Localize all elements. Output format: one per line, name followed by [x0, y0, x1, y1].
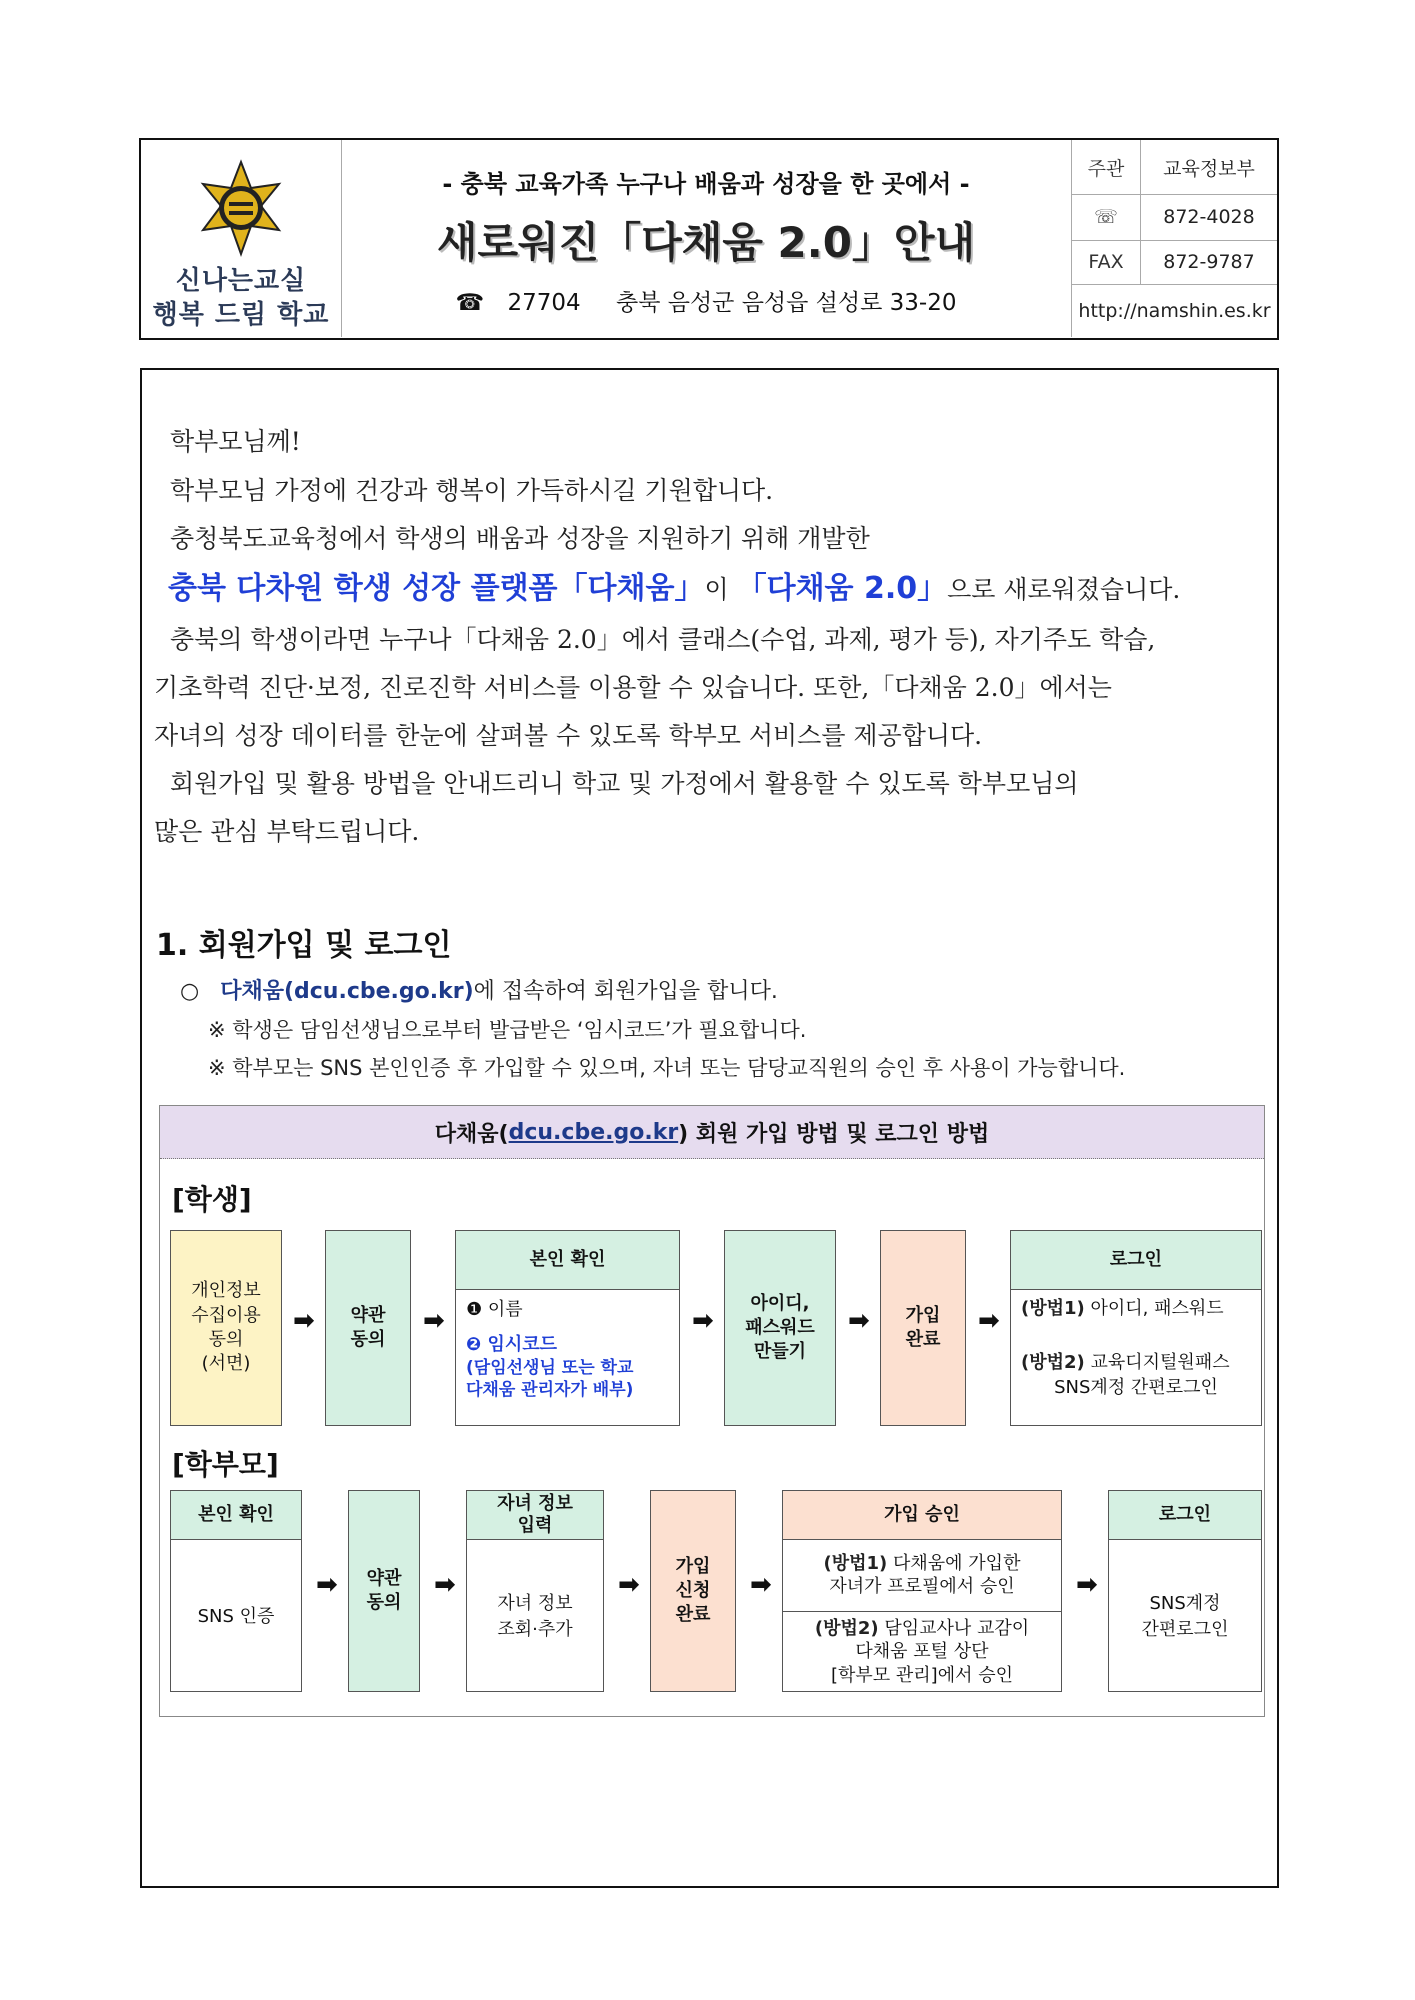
step-text: 약관: [350, 1304, 386, 1326]
letter-line: 충북의 학생이라면 누구나「다채움 2.0」에서 클래스(수업, 과제, 평가 등), 자기주도 학습,: [170, 625, 1156, 654]
student-step-login: [1010, 1230, 1262, 1426]
page-title: 새로워진「다채움 2.0」안내: [436, 218, 976, 267]
approval-method2: [783, 1612, 1061, 1692]
letter-line: 자녀의 성장 데이터를 한눈에 살펴볼 수 있도록 학부모 서비스를 제공합니다.: [154, 721, 983, 750]
identity-item-code: ❷ 임시코드: [466, 1334, 558, 1356]
step-text: 만들기: [753, 1341, 807, 1363]
logo-text-line1: 신나는교실: [175, 266, 307, 296]
parent-step-child-info: [466, 1490, 604, 1692]
bullet-item: [180, 974, 778, 1005]
head-text: 자녀 정보: [497, 1493, 573, 1515]
arrow-right-icon: ➡: [316, 1570, 338, 1600]
address-line: [341, 284, 1071, 317]
arrow-right-icon: ➡: [293, 1306, 315, 1336]
note-text: 다채움 관리자가 배부): [466, 1380, 634, 1401]
school-emblem-icon: [191, 158, 291, 258]
arrow-right-icon: ➡: [692, 1306, 714, 1336]
method-text: 다채움에 가입한: [887, 1552, 1021, 1574]
note-parent: ※ 학부모는 SNS 본인인증 후 가입할 수 있으며, 자녀 또는 담당교직원의 승인 후 사용이 가능합니다.: [208, 1056, 1126, 1080]
info-row-fax: [1072, 240, 1277, 285]
step-head: 로그인: [1109, 1491, 1261, 1540]
identity-item-name: ❶ 이름: [466, 1299, 523, 1320]
student-step-consent: [170, 1230, 282, 1426]
step-text: 약관: [366, 1567, 402, 1589]
arrow-right-icon: ➡: [978, 1306, 1000, 1336]
step-body: [456, 1297, 679, 1402]
bullet-text: 에 접속하여 회원가입을 합니다.: [473, 979, 778, 1004]
section-title: 1. 회원가입 및 로그인: [156, 928, 452, 963]
step-text: 신청: [675, 1579, 711, 1601]
letter-line: 기초학력 진단·보정, 진로진학 서비스를 이용할 수 있습니다. 또한,「다채움 2.0」에서는: [154, 673, 1112, 702]
body-text: 자녀 정보: [497, 1593, 573, 1614]
letter-line: 많은 관심 부탁드립니다.: [154, 817, 420, 846]
method-text: 교육디지털원패스: [1084, 1352, 1230, 1374]
step-text: 동의: [366, 1592, 402, 1613]
letter-line: 학부모님 가정에 건강과 행복이 가득하시길 기원합니다.: [170, 476, 774, 505]
platform-new-name: 「다채움 2.0」: [736, 571, 948, 606]
step-text: 가입: [675, 1555, 711, 1577]
step-body: [1109, 1539, 1261, 1691]
highlight-line: [168, 563, 1180, 607]
diagram-title-link[interactable]: dcu.cbe.go.kr: [508, 1119, 679, 1145]
note-text: (담임선생님 또는 학교: [466, 1358, 634, 1379]
info-row-owner: [1072, 140, 1277, 195]
subtitle: - 충북 교육가족 누구나 배움과 성장을 한 곳에서 -: [442, 170, 970, 198]
step-text: 동의: [208, 1329, 244, 1350]
logo-text-line2: 행복 드림 학교: [152, 300, 330, 330]
info-row-phone: [1072, 194, 1277, 241]
step-head: 가입 승인: [783, 1491, 1061, 1540]
body-text: 간편로그인: [1141, 1619, 1229, 1640]
method-label: (방법2): [814, 1617, 879, 1639]
step-head: 본인 확인: [456, 1231, 679, 1290]
step-text: 패스워드: [745, 1316, 815, 1338]
address-icon: ☎: [455, 290, 485, 316]
phone-icon: ☏: [1072, 194, 1141, 240]
student-label: [학생]: [172, 1183, 252, 1216]
parent-step-login: [1108, 1490, 1262, 1692]
step-body: [1011, 1297, 1261, 1400]
method-label: (방법1): [1021, 1298, 1085, 1319]
step-text: 완료: [675, 1604, 711, 1626]
student-step-create-account: [724, 1230, 836, 1426]
method-label: (방법1): [823, 1552, 888, 1574]
info-value: 교육정보부: [1163, 157, 1255, 180]
letter-text: 이: [704, 575, 737, 604]
title-cell: [341, 140, 1071, 337]
diagram-title: [160, 1106, 1264, 1159]
method-text: SNS계정 간편로그인: [1054, 1376, 1218, 1398]
note-student: ※ 학생은 담임선생님으로부터 발급받은 ‘임시코드’가 필요합니다.: [208, 1018, 807, 1042]
diagram-title-text: ) 회원 가입 방법 및 로그인 방법: [678, 1121, 990, 1147]
address-text: 충북 음성군 음성읍 설성로 33-20: [615, 290, 957, 316]
letter-line: 충청북도교육청에서 학생의 배움과 성장을 지원하기 위해 개발한: [170, 524, 870, 553]
parent-step-applied: [650, 1490, 736, 1692]
identity-item-note: [466, 1357, 679, 1401]
bullet-mark: ○: [180, 979, 200, 1004]
step-head: 본인 확인: [171, 1491, 301, 1540]
step-body: [467, 1539, 603, 1691]
head-text: 입력: [517, 1515, 553, 1536]
parent-step-identity: [170, 1490, 302, 1692]
step-text: 개인정보: [191, 1280, 261, 1302]
parent-step-approval: [782, 1490, 1062, 1692]
step-head: 로그인: [1011, 1231, 1261, 1290]
letterhead: [139, 138, 1279, 340]
parent-label: [학부모]: [172, 1448, 279, 1481]
contact-info-table: [1071, 140, 1277, 337]
arrow-right-icon: ➡: [434, 1570, 456, 1600]
student-step-identity: [455, 1230, 680, 1426]
step-text: 아이디,: [750, 1292, 810, 1314]
method-text: 아이디, 패스워드: [1084, 1298, 1224, 1319]
step-body: SNS 인증: [197, 1606, 275, 1627]
letter-text: 으로 새로워졌습니다.: [947, 575, 1181, 604]
diagram-title-text: 다채움(: [434, 1121, 509, 1147]
arrow-right-icon: ➡: [423, 1306, 445, 1336]
info-row-website: [1072, 284, 1277, 337]
approval-method1: [783, 1539, 1061, 1612]
step-text: 완료: [905, 1329, 941, 1350]
signup-diagram: [159, 1105, 1265, 1717]
body-text: 조회·추가: [497, 1619, 573, 1640]
step-text: (서면): [201, 1353, 251, 1375]
step-head: [467, 1491, 603, 1540]
method-text: [학부모 관리]에서 승인: [831, 1664, 1013, 1686]
step-text: 동의: [350, 1329, 386, 1350]
letter-line: 회원가입 및 활용 방법을 안내드리니 학교 및 가정에서 활용할 수 있도록 학부모님의: [170, 769, 1079, 798]
student-step-terms: [325, 1230, 411, 1426]
step-text: 가입: [905, 1304, 941, 1326]
student-step-complete: [880, 1230, 966, 1426]
info-key: FAX: [1072, 240, 1141, 284]
postcode: 27704: [507, 290, 581, 316]
school-logo-cell: [141, 140, 342, 337]
arrow-right-icon: ➡: [1076, 1570, 1098, 1600]
website-link[interactable]: http://namshin.es.kr: [1078, 299, 1271, 322]
info-key: 주관: [1072, 140, 1141, 194]
parent-step-terms: [348, 1490, 420, 1692]
greeting: 학부모님께!: [170, 427, 301, 456]
method-text: 담임교사나 교감이: [878, 1617, 1030, 1639]
dacheum-link[interactable]: 다채움(dcu.cbe.go.kr): [220, 979, 474, 1004]
letter-body: [140, 368, 1279, 1888]
arrow-right-icon: ➡: [848, 1306, 870, 1336]
info-value: 872-4028: [1163, 206, 1255, 228]
arrow-right-icon: ➡: [618, 1570, 640, 1600]
platform-name: 충북 다차원 학생 성장 플랫폼「다채움」: [168, 571, 705, 606]
method-text: 다채움 포털 상단: [855, 1641, 989, 1663]
method-label: (방법2): [1021, 1352, 1085, 1374]
info-value: 872-9787: [1163, 251, 1255, 273]
method-text: 자녀가 프로필에서 승인: [829, 1576, 1015, 1597]
step-text: 수집이용: [191, 1304, 261, 1326]
body-text: SNS계정: [1149, 1593, 1221, 1614]
arrow-right-icon: ➡: [750, 1570, 772, 1600]
